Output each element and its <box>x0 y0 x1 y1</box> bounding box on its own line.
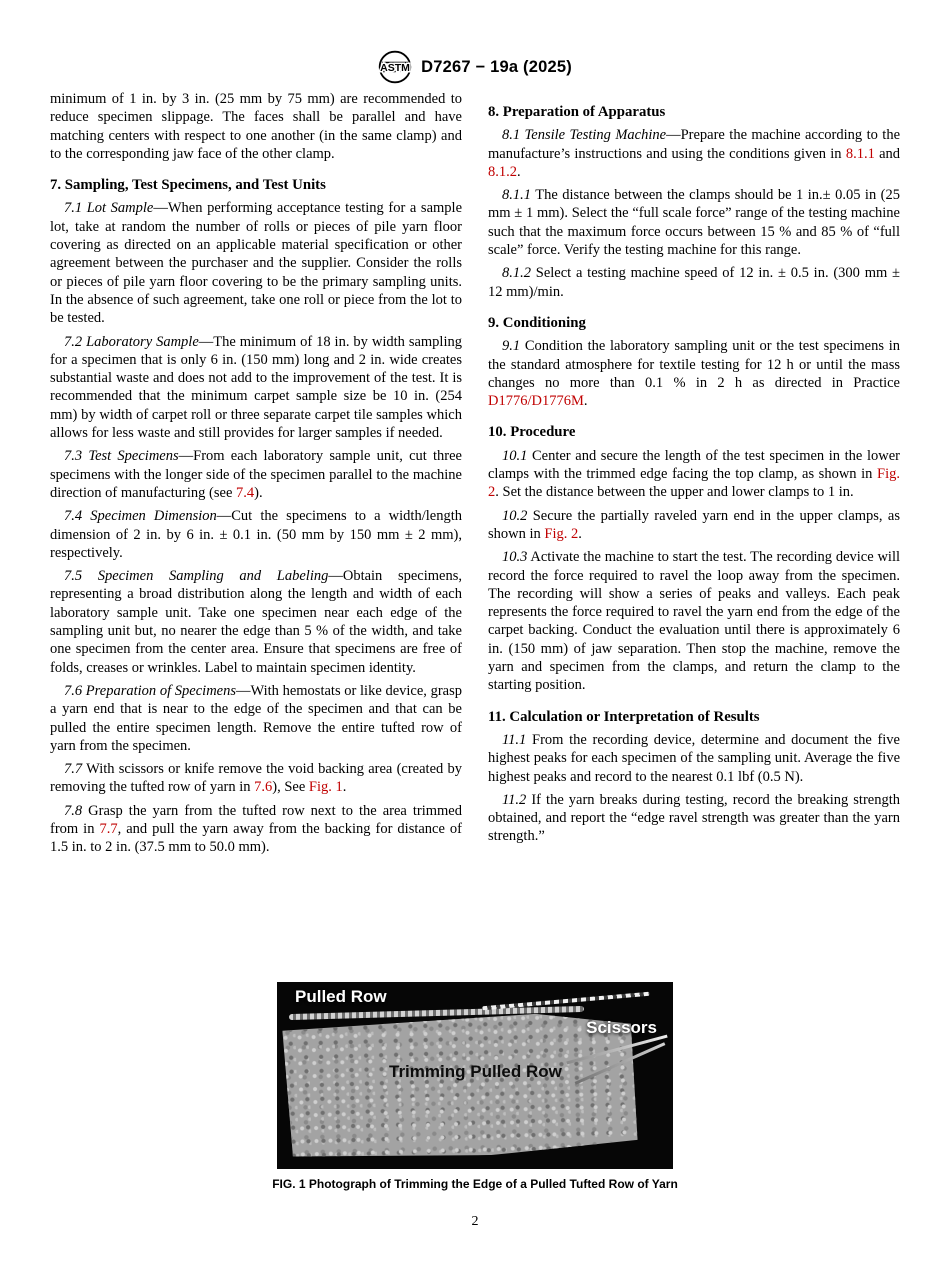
clause-label: 8.1.1 <box>502 187 531 204</box>
text-run: Condition the laboratory sampling unit or the test specimens in the standard atmosphere for textile testing for 12 h or until the mass changes no more than 0.1 % in 2 h as directed in Practice <box>488 338 900 391</box>
clause-10-1 <box>488 447 900 502</box>
clause-8-1 <box>488 126 900 181</box>
continued-paragraph <box>50 90 462 163</box>
astm-logo-icon <box>378 50 412 84</box>
clause-10-2 <box>488 507 900 544</box>
text-run: . <box>517 163 521 180</box>
page-header <box>0 50 950 84</box>
text-run: —Prepare the machine according to the manufacture’s instructions and using the conditions given in <box>488 127 901 162</box>
left-column <box>50 90 462 857</box>
text-run: . <box>342 779 347 796</box>
clause-label: 7.2 Laboratory Sample <box>64 333 199 350</box>
clause-label: 10.2 <box>502 507 528 524</box>
clause-8-1-2 <box>488 264 900 301</box>
ref-link[interactable]: 7.4 <box>236 484 255 501</box>
standard-designation: D7267 − 19a (2025) <box>421 57 572 76</box>
text-run: Center and secure the length of the test specimen in the lower clamps with the trimmed edge facing the top clamp, as shown in <box>488 447 900 483</box>
section-heading: 7. Sampling, Test Specimens, and Test Units <box>50 177 326 194</box>
text-run: . <box>583 393 588 410</box>
ref-link[interactable]: D1776/D1776M <box>488 393 584 410</box>
clause-label: 7.1 Lot Sample <box>64 200 154 217</box>
text-run: —The minimum of 18 in. by width sampling for a specimen that is only 6 in. (150 mm) long and 2 in. wide creates substantial waste and does not add to the improvement of the test. It is recommended that the minimum carpet sample size be 10 in. (254 mm) by width of carpet roll or three separate carpet tile samples which allows for less waste and still provides for larger samples if needed. <box>50 333 462 442</box>
ref-link[interactable]: 8.1.2 <box>488 163 517 180</box>
section-heading: 8. Preparation of Apparatus <box>488 104 666 120</box>
label-trimming-pulled-row: Trimming Pulled Row <box>389 1062 562 1081</box>
text-run: Grasp the yarn from the tufted row next to the area trimmed from in <box>50 802 462 837</box>
text-run: —Cut the specimens to a width/length dimension of 2 in. by 6 in. ± 0.1 in. (50 mm by 150 mm ± 2 mm), respectively. <box>50 508 462 561</box>
clause-label: 10.3 <box>502 549 528 566</box>
ref-link[interactable]: 7.6 <box>254 779 273 796</box>
page-number: 2 <box>471 1214 479 1229</box>
text-run: Activate the machine to start the test. The recording device will record the force required to ravel the loop away from the specimen. The recording will show a series of peaks and valleys. Each peak represents the force required to ravel the yarn end from the edge of the carpet backing. Conduct the evaluation until there is approximately 6 in. (150 mm) of jaw separation. Then stop the machine, remove the yarn and specimen from the clamps, and return the clamp to the starting position. <box>488 549 900 694</box>
clause-label: 7.5 Specimen Sampling and Labeling <box>64 568 329 585</box>
text-run: , and pull the yarn away from the backing for distance of 1.5 in. to 2 in. (37.5 mm to 50.0 mm). <box>50 820 462 856</box>
clause-9-1 <box>488 337 900 410</box>
clause-label: 7.4 Specimen Dimension <box>64 508 217 525</box>
clause-label: 7.7 <box>64 761 83 778</box>
text-run: —When performing acceptance testing for a sample lot, take at random the number of rolls or pieces of pile yarn floor covering as directed on an applicable material specification or other agreement between the purchaser and the supplier. Consider the rolls or pieces of pile yarn floor covering to be the primary sampling units. In the absence of such agreement, take one roll or piece from the lot to be tested. <box>50 200 463 327</box>
text-run: . Set the distance between the upper and lower clamps to 1 in. <box>495 484 854 501</box>
text-run: . <box>578 525 582 542</box>
clause-11-1 <box>488 731 900 786</box>
svg-text:ASTM: ASTM <box>380 61 410 74</box>
ref-link[interactable]: Fig. 2 <box>544 525 579 542</box>
ref-link[interactable]: 7.7 <box>99 820 118 837</box>
clause-7-6 <box>50 682 462 755</box>
text-run: The distance between the clamps should be 1 in.± 0.05 in (25 mm ± 1 mm). Select the “full scale force” range of the testing machine such that the maximum force occurs between 15 % and 85 % of “full scale” force. Verify the testing machine for this range. <box>488 187 900 259</box>
right-column <box>488 90 900 857</box>
clause-7-4 <box>50 507 462 562</box>
clause-11-2 <box>488 791 900 846</box>
clause-label: 11.2 <box>502 791 527 808</box>
label-pulled-row: Pulled Row <box>295 987 387 1006</box>
ref-link[interactable]: Fig. 2 <box>488 466 900 501</box>
clause-10-3 <box>488 548 900 694</box>
ref-link[interactable]: Fig. 1 <box>308 779 343 796</box>
section-heading: 10. Procedure <box>488 424 576 441</box>
clause-7-7 <box>50 760 462 797</box>
text-run: and <box>874 145 901 162</box>
clause-7-3 <box>50 447 462 502</box>
text-run: Select a testing machine speed of 12 in. ± 0.5 in. (300 mm ± 12 mm)/min. <box>488 265 900 300</box>
section-heading: 9. Conditioning <box>488 314 586 331</box>
clause-7-1 <box>50 199 462 327</box>
figure-1-caption: FIG. 1 Photograph of Trimming the Edge of a Pulled Tufted Row of Yarn <box>272 1177 678 1191</box>
text-run: —With hemostats or like device, grasp a yarn end that is near to the edge of the specimen and that can be pulled the entire specimen length. Remove the entire tufted row of yarn from the specimen. <box>50 682 462 754</box>
figure-1 <box>0 982 950 1191</box>
clause-7-8 <box>50 802 462 857</box>
clause-label: 10.1 <box>502 447 528 464</box>
text-run: —From each laboratory sample unit, cut three specimens with the longer side of the specimen parallel to the machine direction of manufacturing (see <box>50 448 462 501</box>
clause-label: 8.1 Tensile Testing Machine <box>502 127 667 144</box>
text-run: If the yarn breaks during testing, record the breaking strength obtained, and report the “edge ravel strength was greater than the yarn strength.” <box>488 791 900 845</box>
text-run: minimum of 1 in. by 3 in. (25 mm by 75 mm) are recommended to reduce specimen slippage. The faces shall be parallel and have matching centers with respect to one another (in the same clamp) and to the corresponding jaw face of the other clamp. <box>50 91 462 162</box>
label-scissors: Scissors <box>586 1018 657 1037</box>
text-run: ). <box>254 484 263 501</box>
text-run: From the recording device, determine and document the five highest peaks for each specimen of the sampling unit. Average the five highest peaks and record to the nearest 0.1 lbf (0.5 N). <box>488 731 900 785</box>
clause-label: 8.1.2 <box>502 265 531 282</box>
section-heading: 11. Calculation or Interpretation of Results <box>488 708 760 725</box>
clause-label: 9.1 <box>502 338 521 355</box>
clause-8-1-1 <box>488 186 900 259</box>
clause-7-2 <box>50 333 462 443</box>
figure-1-photo <box>277 982 673 1169</box>
text-run: ), See <box>272 779 309 796</box>
text-run: Secure the partially raveled yarn end in the upper clamps, as shown in <box>488 507 900 542</box>
text-run: —Obtain specimens, representing a broad distribution along the length and width of each laboratory sample unit. Take one specimen near each edge of the sampling unit but, no nearer the edge than 5 % of the width, and take one specimen from the center area. Ensure that specimens are free of folds, creases or wrinkles. Label to maintain specimen identity. <box>50 568 462 676</box>
two-column-body <box>50 90 900 857</box>
clause-label: 11.1 <box>502 731 527 748</box>
text-run: With scissors or knife remove the void backing area (created by removing the tufted row of yarn in <box>50 761 462 796</box>
clause-label: 7.3 Test Specimens <box>64 448 179 465</box>
clause-label: 7.6 Preparation of Specimens <box>64 682 236 699</box>
ref-link[interactable]: 8.1.1 <box>845 145 875 162</box>
carpet-specimen <box>282 1011 638 1161</box>
clause-7-5 <box>50 567 462 677</box>
clause-label: 7.8 <box>64 802 83 819</box>
